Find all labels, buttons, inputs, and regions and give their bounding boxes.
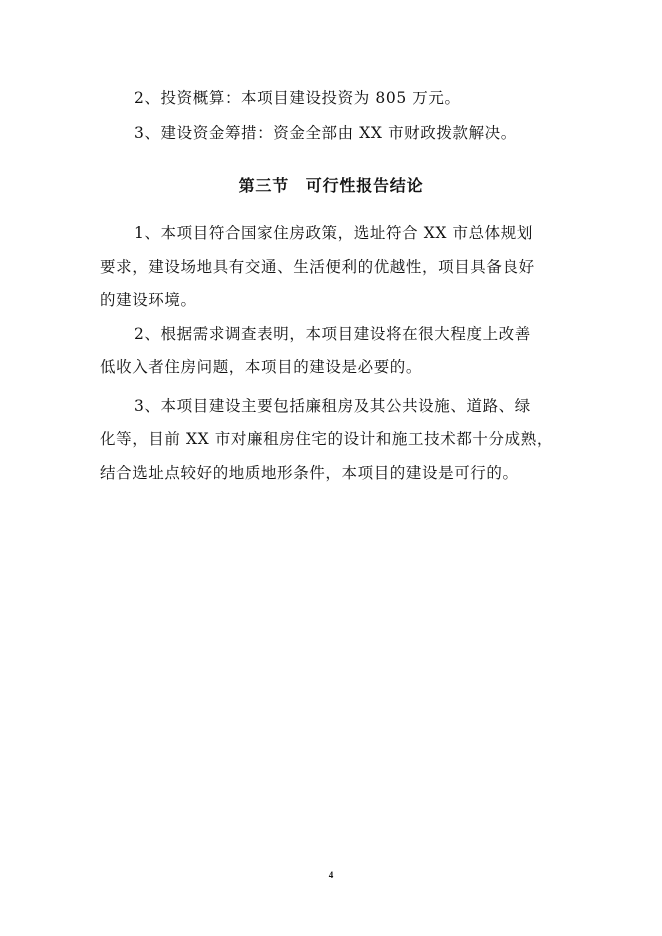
paragraph-line: 化等，目前 XX 市对廉租房住宅的设计和施工技术都十分成熟， [100,430,553,448]
section-heading: 第三节 可行性报告结论 [238,176,424,195]
paragraph-line: 3、本项目建设主要包括廉租房及其公共设施、道路、绿 [134,397,531,415]
paragraph-line: 1、本项目符合国家住房政策，选址符合 XX 市总体规划 [134,224,533,242]
page-number: 4 [328,870,334,880]
budget-item: 2、投资概算：本项目建设投资为 805 万元。 [134,89,461,107]
paragraph-line: 要求，建设场地具有交通、生活便利的优越性，项目具备良好 [100,258,535,276]
paragraph-line: 低收入者住房问题，本项目的建设是必要的。 [100,358,423,376]
paragraph-line: 结合选址点较好的地质地形条件，本项目的建设是可行的。 [100,464,519,482]
paragraph-line: 的建设环境。 [100,291,197,309]
paragraph-line: 2、根据需求调查表明，本项目建设将在很大程度上改善 [134,325,531,343]
funding-item: 3、建设资金筹措：资金全部由 XX 市财政拨款解决。 [134,124,517,142]
